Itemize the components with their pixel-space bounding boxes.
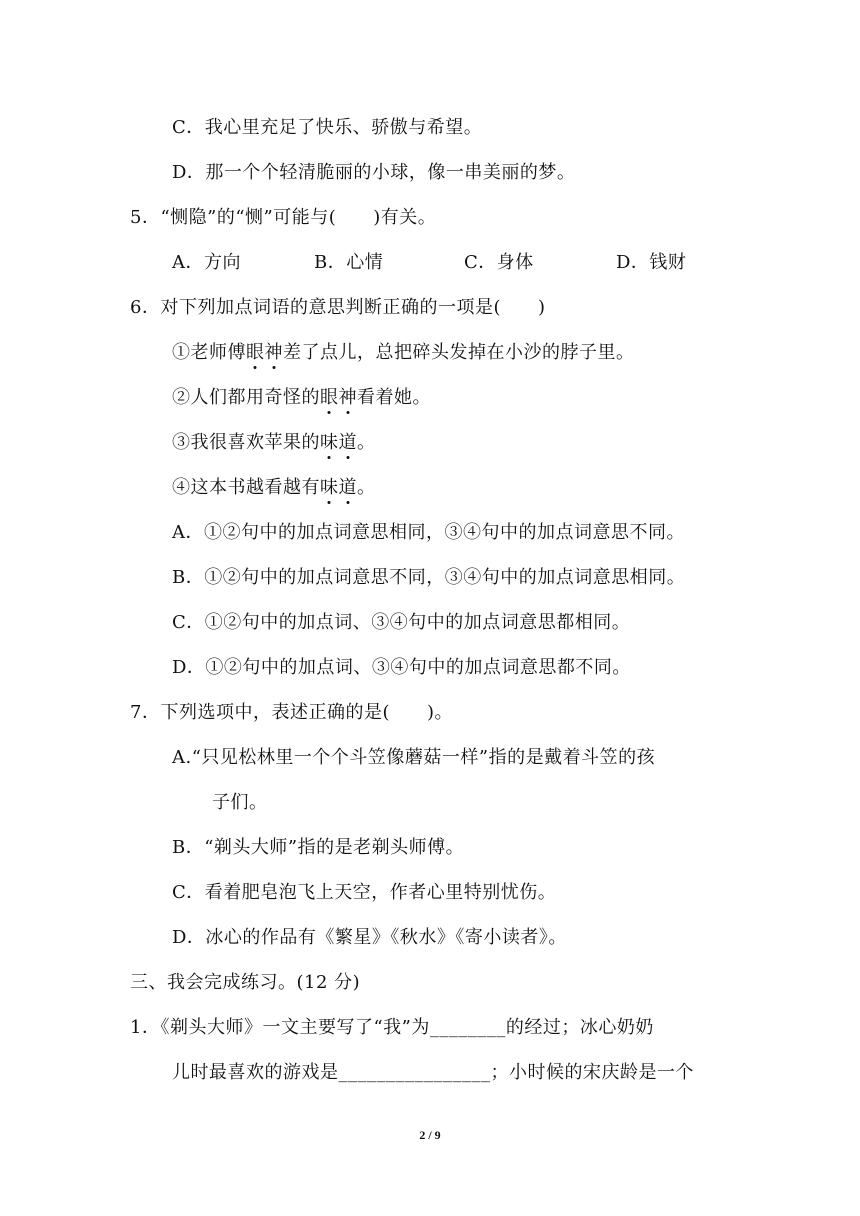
q6-sentence-2: ②人们都用奇怪的眼神 看着她。 [172, 386, 431, 410]
q5-option-c: C．身体 [464, 252, 534, 273]
page-number: 2 / 9 [419, 1128, 441, 1142]
q6-option-c: C．①②句中的加点词、③④句中的加点词意思都相同。 [172, 612, 631, 633]
q6-option-a: A．①②句中的加点词意思相同，③④句中的加点词意思不同。 [172, 522, 685, 543]
dotted-word: 味道 [320, 477, 357, 498]
q4-option-d: D．那一个个轻清脆丽的小球，像一串美丽的梦。 [172, 162, 576, 183]
section-3-question-1-line-1: 1．《剃头大师》一文主要写了“我”为________的经过；冰心奶奶 [130, 1017, 654, 1038]
question-7: 7．下列选项中，表述正确的是( )。 [130, 702, 453, 723]
q6-option-b: B．①②句中的加点词意思不同，③④句中的加点词意思相同。 [172, 567, 686, 588]
section-3-question-1-line-2: 儿时最喜欢的游戏是________________；小时候的宋庆龄是一个 [172, 1062, 694, 1083]
q4-option-c: C．我心里充足了快乐、骄傲与希望。 [172, 117, 483, 138]
q5-options [172, 251, 686, 275]
q6-sentence-4: ④这本书越看越有味道 。 [172, 476, 376, 500]
question-5: 5．“恻隐”的“恻”可能与( )有关。 [130, 207, 437, 228]
q5-option-d: D．钱财 [616, 252, 687, 273]
q5-option-b: B．心情 [314, 252, 384, 273]
q7-option-d: D．冰心的作品有《繁星》《秋水》《寄小读者》。 [172, 927, 567, 948]
dotted-word: 眼神 [246, 342, 283, 363]
q7-option-c: C．看着肥皂泡飞上天空，作者心里特别忧伤。 [172, 882, 557, 903]
q7-option-a-line-2: 子们。 [212, 792, 268, 813]
dotted-word: 味道 [320, 432, 357, 453]
q6-option-d: D．①②句中的加点词、③④句中的加点词意思都不同。 [172, 657, 631, 678]
q6-sentence-3: ③我很喜欢苹果的味道 。 [172, 431, 376, 455]
q7-option-a-line-1: A.“只见松林里一个个斗笠像蘑菇一样”指的是戴着斗笠的孩 [172, 747, 656, 768]
q6-sentence-1: ①老师傅眼神 差了点儿，总把碎头发掉在小沙的脖子里。 [172, 341, 635, 365]
q7-option-b: B．“剃头大师”指的是老剃头师傅。 [172, 837, 465, 858]
question-6: 6．对下列加点词语的意思判断正确的一项是( ) [130, 297, 546, 318]
section-3-heading: 三、我会完成练习。(12 分) [130, 972, 361, 993]
dotted-word: 眼神 [320, 387, 357, 408]
q5-option-a: A．方向 [172, 252, 241, 273]
